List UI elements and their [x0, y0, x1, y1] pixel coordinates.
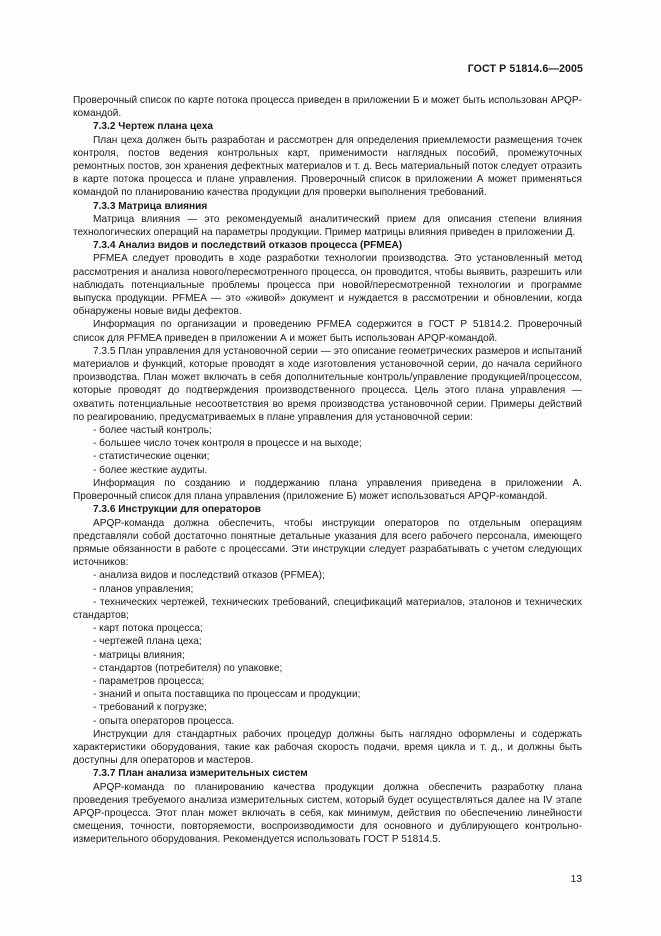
list-item: - требований к погрузке;: [93, 702, 207, 714]
paragraph: Проверочный список по карте потока процесса приведен в приложении Б и может быть использован APQP-командой.: [73, 95, 582, 120]
list-item: - стандартов (потребителя) по упаковке;: [93, 662, 283, 674]
paragraph: PFMEA следует проводить в ходе разработки технологии производства. Это установленный метод рассмотрения и анализа нового/пересмотренного процесса, он проводится, чтобы выявить, разрешить или наблюдать потенциальные проблемы процесса при новой/пересмотренной технологии и программе выпуска продукции. PFMEA — это «живой» документ и нуждается в рассмотрении и обновлении, когда обнаружены новые виды дефектов.: [73, 253, 582, 318]
paragraph: 7.3.5 План управления для установочной серии — это описание геометрических размеров и испытаний материалов и функций, которые проводят в ходе изготовления установочной серии, до начала серийного производства. План может включать в себя дополнительные контроль/управление продукцией/процессом, которые проводят до подтверждения производственного процесса. Цель этого плана управления — охватить потенциальные несоответствия во время производства установочной серии. Примеры действий по реагированию, предусматриваемых в плане управления для установочной серии:: [73, 345, 582, 423]
section-heading: 7.3.7 План анализа измерительных систем: [93, 768, 308, 780]
paragraph: Информация по организации и проведению PFMEA содержится в ГОСТ Р 51814.2. Проверочный список для PFMEA приведен в приложении А и может быть использован APQP-командой.: [73, 319, 582, 344]
list-item: - чертежей плана цеха;: [93, 636, 202, 648]
page-number: 13: [570, 874, 582, 885]
paragraph: План цеха должен быть разработан и рассмотрен для определения приемлемости размещения точек контроля, постов ведения контрольных карт, применимости наглядных пособий, промежуточных ремонтных постов, зон хранения дефектных материалов и т. д. Весь материальный поток следует отразить в карте потока процесса и плане управления. Проверочный список в приложении А может применяться командой по планированию качества продукции для проверки выполнения требований.: [73, 134, 582, 199]
list-item: - параметров процесса;: [93, 675, 205, 687]
list-item: - технических чертежей, технических требований, спецификаций материалов, эталонов и технических стандартов;: [73, 596, 582, 621]
list-item: - статистические оценки;: [93, 451, 210, 463]
paragraph: Информация по созданию и поддержанию плана управления приведена в приложении А. Проверочный список для плана управления (приложение Б) может использоваться APQP-командой.: [73, 477, 582, 503]
paragraph: APQP-команда должна обеспечить, чтобы инструкции операторов по отдельным операциям представляли собой достаточно понятные детальные указания для всего рабочего персонала, имеющего прямые обязанности в работе с процессами. Эти инструкции следует разрабатывать с учетом следующих источников:: [73, 517, 582, 569]
list-item: - большее число точек контроля в процессе и на выходе;: [93, 438, 362, 450]
list-item: - знаний и опыта поставщика по процессам и продукции;: [93, 689, 361, 701]
paragraph: Инструкции для стандартных рабочих процедур должны быть наглядно оформлены и содержать характеристики оборудования, такие как рабочая скорость подачи, время цикла и т. д., и должны быть доступны для операторов и мастеров.: [73, 728, 582, 767]
section-heading: 7.3.3 Матрица влияния: [93, 200, 208, 212]
list-item: - опыта операторов процесса.: [93, 715, 235, 727]
section-heading: 7.3.6 Инструкции для операторов: [93, 504, 261, 516]
paragraph: Матрица влияния — это рекомендуемый аналитический прием для описания степени влияния технологических операций на параметры продукции. Пример матрицы влияния приведен в приложении Д.: [73, 213, 582, 239]
section-heading: 7.3.2 Чертеж плана цеха: [93, 121, 213, 133]
list-item: - более жесткие аудиты.: [93, 464, 208, 476]
list-item: - планов управления;: [93, 583, 194, 595]
list-item: - анализа видов и последствий отказов (PFMEA);: [93, 570, 325, 582]
paragraph: APQP-команда по планированию качества продукции должна обеспечить разработку плана проведения требуемого анализа измерительных систем, который будет осуществляться далее на IV этапе APQP-процесса. Этот план может включать в себя, как минимум, действия по обеспечению линейности смещения, точности, повторяемости, воспроизводимости для основного и дублирующего контрольно-измерительного оборудования. Рекомендуется использовать ГОСТ Р 51814.5.: [73, 781, 582, 846]
section-heading: 7.3.4 Анализ видов и последствий отказов процесса (PFMEA): [93, 240, 403, 252]
list-item: - матрицы влияния;: [93, 649, 185, 661]
document-body: [73, 94, 582, 847]
list-item: - более частый контроль;: [93, 425, 212, 437]
list-item: - карт потока процесса;: [93, 623, 203, 635]
document-header-id: ГОСТ Р 51814.6—2005: [467, 63, 583, 75]
